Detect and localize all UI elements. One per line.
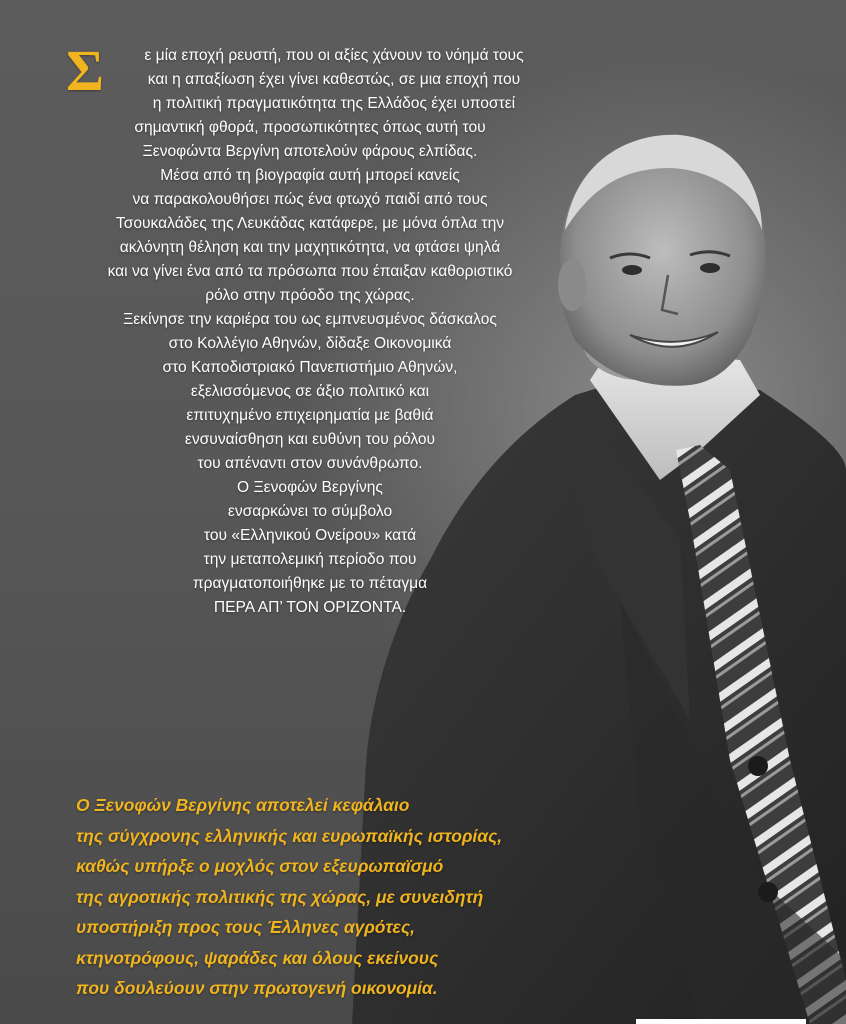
drop-cap-letter: Σ bbox=[66, 38, 104, 103]
biography-paragraph-1: ε μία εποχή ρευστή, που οι αξίες χάνουν το νόημά τους και η απαξίωση έχει γίνει καθεστώς, σε μια εποχή που η πολιτική πραγματικότητα της Ελλάδος έχει υποστεί σημαντική φθορά, προσωπικότητες όπως αυτή του Ξενοφώντα Βεργίνη αποτελούν φάρους ελπίδας. bbox=[134, 47, 524, 160]
biography-paragraph-3: Ξεκίνησε την καριέρα του ως εμπνευσμένος δάσκαλος στο Κολλέγιο Αθηνών, δίδαξε Οικονομικά στο Καποδιστριακό Πανεπιστήμιο Αθηνών, εξελισσόμενος σε άξιο πολιτικό και επιτυχημένο επιχειρηματία με βαθιά ενσυναίσθηση και ευθύνη του ρόλου του απέναντι στον συνάνθρωπο. bbox=[123, 311, 497, 472]
biography-paragraph-4: Ο Ξενοφών Βεργίνης ενσαρκώνει το σύμβολο του «Ελληνικού Ονείρου» κατά την μεταπολεμική περίοδο που πραγματοποιήθηκε με το πέταγμα ΠΕΡΑ ΑΠ’ ΤΟΝ ΟΡΙΖΟΝΤΑ. bbox=[192, 479, 428, 616]
barcode-strip bbox=[636, 1019, 806, 1024]
biography-paragraph-2: Μέσα από τη βιογραφία αυτή μπορεί κανείς να παρακολουθήσει πώς ένα φτωχό παιδί από τους Τσουκαλάδες της Λευκάδας κατάφερε, με μόνα όπλα την ακλόνητη θέληση και την μαχητικότητα, να φτάσει ψηλά και να γίνει ένα από τα πρόσωπα που έπαιξαν καθοριστικό ρόλο στην πρόοδο της χώρας. bbox=[107, 167, 513, 304]
biography-text bbox=[60, 38, 560, 620]
pull-quote: Ο Ξενοφών Βεργίνης αποτελεί κεφάλαιο της σύγχρονης ελληνικής και ευρωπαϊκής ιστορίας, καθώς υπήρξε ο μοχλός στον εξευρωπαϊσμό της αγροτικής πολιτικής της χώρας, με συνειδητή υποστήριξη προς τους Έλληνες αγρότες, κτηνοτρόφους, ψαράδες και όλους εκείνους που δουλεύουν στην πρωτογενή οικονομία. bbox=[76, 795, 503, 998]
